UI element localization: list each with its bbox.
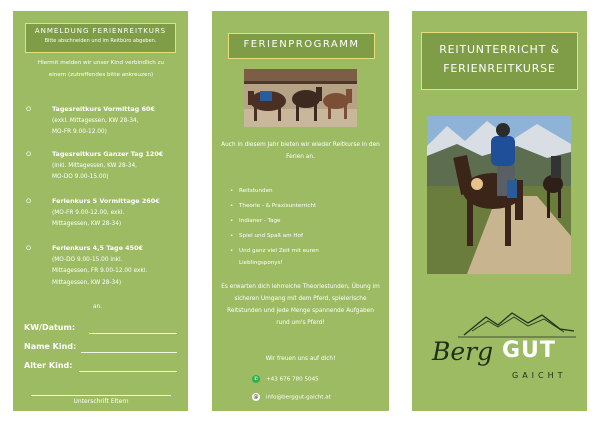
course-detail: (exkl. Mittagessen, KW 28-34, [52,117,139,124]
bullet-icon: • [230,218,234,224]
cover-title: REITUNTERRICHT & FERIENREITKURSE [439,43,560,75]
checkbox-circle-icon[interactable]: O [26,244,32,252]
child-age-label: Alter Kind: [24,361,73,370]
program-intro: Auch in diesem Jahr bieten wir wieder Reitkurse in den Ferien an. [221,142,380,160]
bullet-icon: • [230,233,234,239]
course-title: Ferienkurs 4,5 Tage 450€ [52,244,143,252]
checkbox-circle-icon[interactable]: O [26,105,32,113]
bullet-text: Reitstunden [239,188,273,194]
rider-photo [427,116,571,274]
bullet-text: Indianer - Tage [239,218,281,224]
logo-berg: Berg [432,337,494,366]
registration-subtitle: Bitte abschneiden und im Reitbüro abgeben. [44,38,157,44]
course-detail: Mittagessen, KW 28-34) [52,279,122,286]
registration-intro: Hiermit melden wir unser Kind verbindlich zu einem (zutreffendes bitte ankreuzen) [37,60,165,78]
program-bullet [230,230,369,242]
program-title: FERIENPROGRAMM [243,39,360,50]
bullet-icon: • [230,248,234,254]
program-bullet [230,200,369,212]
checkbox-circle-icon[interactable]: O [26,150,32,158]
course-option[interactable] [23,196,183,231]
logo-gaicht: GAICHT [512,371,567,380]
bullet-text: Und ganz viel Zeit mit euren Lieblingsponys! [239,248,319,266]
mountain-logo-icon [424,301,584,341]
course-option[interactable] [23,243,183,289]
cover-panel [412,11,587,411]
bullet-text: Theorie - & Praxisunterricht [239,203,317,209]
course-detail: Mittagessen, FR 9.00-12.00 exkl. [52,268,148,274]
course-option[interactable] [23,104,183,139]
course-detail: (MO-DO 9.00-15.00 inkl. [52,256,123,263]
registration-banner [25,23,176,53]
berggut-logo [424,301,584,386]
cover-banner [421,32,578,90]
course-detail: Mittagessen, KW 28-34) [52,221,122,227]
signature-field[interactable] [31,395,171,396]
phone-number: +43 676 780 5045 [266,376,319,383]
course-detail: MO-FR 9.00-12.00) [52,129,107,135]
child-name-field[interactable] [81,352,177,353]
course-detail: MO-DO 9.00-15.00) [52,174,109,180]
signature-label: Unterschrift Eltern [73,398,129,405]
email-at-icon: @ [253,394,259,400]
program-bullet [230,185,369,197]
program-panel [212,11,389,411]
course-detail: (MO-FR 9.00-12.00, exkl. [52,209,125,216]
program-bullet [230,245,327,269]
email-address: info@berggut-gaicht.at [266,394,331,401]
registration-title: ANMELDUNG FERIENREITKURS [34,27,167,35]
bullet-icon: • [230,188,234,194]
child-name-label: Name Kind: [24,342,77,351]
course-title: Tagesreitkurs Ganzer Tag 120€ [52,150,164,158]
course-detail: (inkl. Mittagessen, KW 28-34, [52,162,137,169]
program-closing: Wir freuen uns auf dich! [265,356,336,362]
horses-photo [244,69,357,127]
child-age-field[interactable] [79,371,177,372]
program-expectations: Es erwarten dich lehrreiche Theoriestunden, Übung im sicheren Umgang mit dem Pferd, spielerische Reitstunden und jede Menge spannende Aufgaben rund um's Pferd! [221,284,380,326]
kw-date-label: KW/Datum: [24,323,76,332]
whatsapp-icon: ✆ [253,376,259,382]
bullet-icon: • [230,203,234,209]
course-title: Ferienkurs 5 Vormittage 260€ [52,197,160,205]
course-option[interactable] [23,149,183,184]
email-contact[interactable] [252,393,331,401]
bullet-text: Spiel und Spaß am Hof [239,233,303,239]
kw-date-field[interactable] [89,333,177,334]
program-banner [228,33,375,59]
logo-gut: GUT [502,338,556,363]
course-title: Tagesreitkurs Vormittag 60€ [52,105,155,113]
registration-suffix: an. [93,304,103,310]
phone-contact[interactable] [252,375,319,383]
checkbox-circle-icon[interactable]: O [26,197,32,205]
program-bullet [230,215,369,227]
registration-panel [13,11,188,411]
